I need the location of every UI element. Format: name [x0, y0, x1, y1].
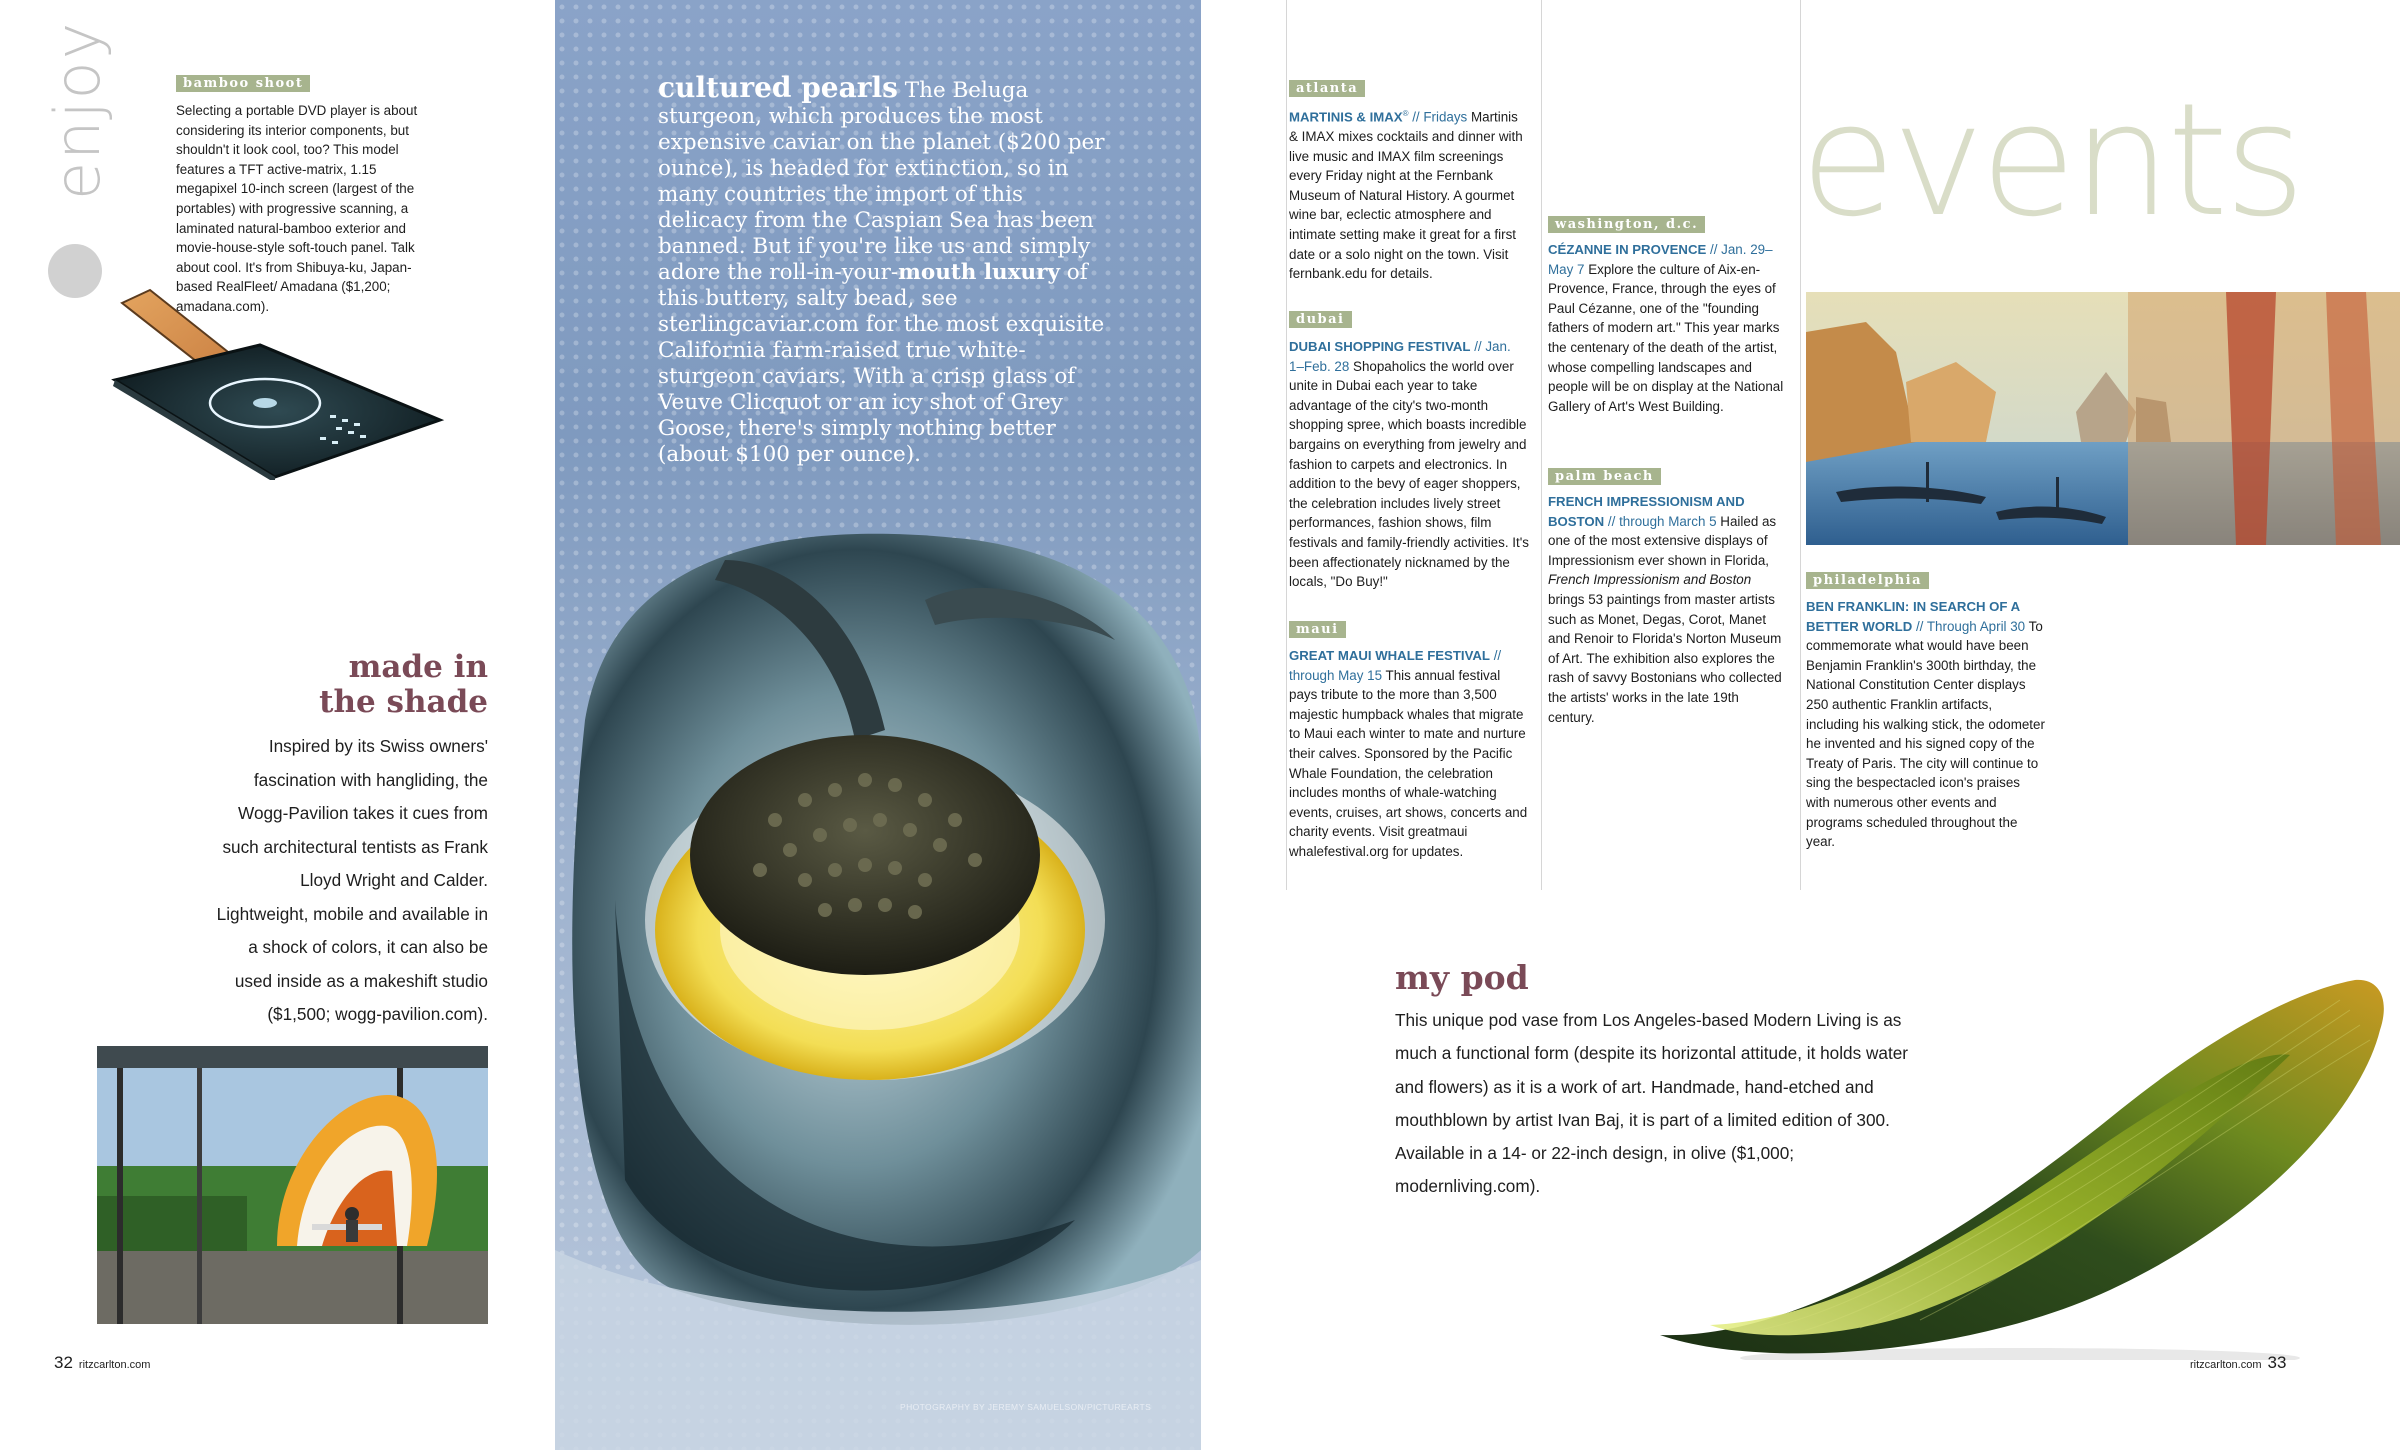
column-rule-1 — [1286, 0, 1287, 890]
maui-event-head: GREAT MAUI WHALE FESTIVAL — [1289, 648, 1490, 663]
atlanta-event-sup: ® — [1402, 109, 1409, 118]
cultured-pearls-emphasis: mouth luxury — [898, 260, 1060, 285]
shade-title-line-1: made in — [348, 649, 488, 685]
page-number-left: 32 — [54, 1353, 73, 1372]
washington-event-head: CÉZANNE IN PROVENCE — [1548, 242, 1707, 257]
cultured-pearls-article — [658, 71, 1116, 468]
palm-beach-event — [1548, 492, 1788, 727]
bamboo-shoot-tag: bamboo shoot — [176, 75, 310, 92]
shade-title-line-2: the shade — [319, 684, 488, 720]
photo-credit: PHOTOGRAPHY BY JEREMY SAMUELSON/PICTUREARTS — [900, 1402, 1152, 1412]
palm-beach-event-head: FRENCH IMPRESSIONISM AND BOSTON — [1548, 494, 1745, 529]
venice-painting-image — [1806, 292, 2400, 545]
section-word-events: events — [1800, 69, 2302, 251]
palm-beach-event-body-b: brings 53 paintings from master artists such as Monet, Degas, Corot, Manet and Renoir to Florida's Norton Museum of Art. The exhibition also explores the rash of savvy Bostonians who collected the artists' works in the late 19th century. — [1548, 591, 1782, 725]
dubai-event-head: DUBAI SHOPPING FESTIVAL — [1289, 339, 1471, 354]
palm-beach-tag: palm beach — [1548, 468, 1661, 485]
section-dot-decoration — [48, 244, 102, 298]
folio-url-right: ritzcarlton.com — [2190, 1359, 2262, 1371]
dubai-event-body: Shopaholics the world over unite in Dubai each year to take advantage of the city's two-month shopping spree, which boasts incredible bargains on everything from jewelry and fashion to carpets and electronics. In addition to the bevy of eager shoppers, the celebration includes lively street performances, fashion shows, film festivals and family-friendly activities. It's been affectionately nicknamed by the locals, "Do Buy!" — [1289, 358, 1529, 590]
column-rule-2 — [1541, 0, 1542, 890]
dubai-tag: dubai — [1289, 311, 1352, 328]
maui-event — [1289, 646, 1529, 862]
washington-event-body: Explore the culture of Aix-en-Provence, France, through the eyes of Paul Cézanne, one of the "founding fathers of modern art." This year marks the centenary of the death of the artist, whose compelling landscapes and people will be on display at the National Gallery of Art's West Building. — [1548, 261, 1784, 414]
palm-beach-event-body-a: Hailed as one of the most extensive displays of Impressionism ever shown in Florida, — [1548, 513, 1777, 568]
dubai-event — [1289, 337, 1529, 592]
washington-event — [1548, 240, 1788, 416]
atlanta-event — [1289, 104, 1529, 284]
washington-tag: washington, d.c. — [1548, 216, 1705, 233]
philadelphia-event-body: To commemorate what would have been Benjamin Franklin's 300th birthday, the National Constitution Center displays 250 authentic Franklin artifacts, including his walking stick, the odometer he invented and his signed copy of the Treaty of Paris. The city will continue to sing the bespectacled icon's praises with numerous other events and programs scheduled throughout the year. — [1806, 618, 2045, 850]
philadelphia-event — [1806, 597, 2046, 852]
atlanta-tag: atlanta — [1289, 80, 1365, 97]
philadelphia-tag: philadelphia — [1806, 572, 1929, 589]
atlanta-event-head: MARTINIS & IMAX — [1289, 109, 1403, 125]
palm-beach-event-exhibit-title: French Impressionism and Boston — [1548, 572, 1752, 588]
atlanta-event-date: // Fridays — [1408, 109, 1468, 125]
my-pod-title: my pod — [1395, 958, 1529, 997]
my-pod-body: This unique pod vase from Los Angeles-based Modern Living is as much a functional form (despite its horizontal attitude, it holds water and flowers) as it is a work of art. Handmade, hand-etched and mouthblown by artist Ivan Baj, it is part of a limited edition of 300. Available in a 14- or 22-inch design, in olive ($1,000; modernliving.com). — [1395, 1010, 1909, 1197]
palm-beach-event-date: // through March 5 — [1604, 513, 1717, 529]
dubai-event-date: // Jan. 1–Feb. 28 — [1289, 339, 1511, 374]
folio-url-left: ritzcarlton.com — [78, 1359, 151, 1371]
atlanta-event-body: Martinis & IMAX mixes cocktails and dinner with live music and IMAX film screenings every Friday night at the Fernbank Museum of Natural History. A gourmet wine bar, eclectic atmosphere and intimate setting make it great for a first date or a solo night on the town. Visit fernbank.edu for details. — [1289, 109, 1523, 282]
philadelphia-event-head: BEN FRANKLIN: IN SEARCH OF A BETTER WORLD — [1806, 599, 2020, 634]
section-word-enjoy: enjoy — [41, 20, 114, 200]
made-in-the-shade-body: Inspired by its Swiss owners' fascination with hangliding, the Wogg-Pavilion takes it cues from such architectural tentists as Frank Lloyd Wright and Calder. Lightweight, mobile and available in a shock of colors, it can also be used inside as a makeshift studio ($1,500; wogg-pavilion.com). — [216, 736, 488, 1024]
cultured-pearls-title: cultured pearls — [658, 71, 898, 104]
folio-left — [54, 1353, 150, 1373]
dvd-player-image — [110, 285, 450, 480]
washington-event-date: // Jan. 29–May 7 — [1548, 242, 1773, 277]
philadelphia-event-date: // Through April 30 — [1912, 618, 2026, 634]
folio-right — [2190, 1353, 2286, 1373]
maui-tag: maui — [1289, 621, 1346, 638]
maui-event-body: This annual festival pays tribute to the more than 3,500 majestic humpback whales that migrate to Maui each winter to mate and nurture their calves. Sponsored by the Pacific Whale Foundation, the celebration includes months of whale-watching events, cruises, art shows, concerts and charity events. Visit greatmaui whalefestival.org for updates. — [1289, 667, 1528, 859]
cultured-pearls-text-a: The Beluga sturgeon, which produces the most expensive caviar on the planet ($200 per ounce), is headed for extinction, so in many countries the import of this delicacy from the Caspian Sea has been banned. But if you're like us and simply adore the roll-in-your- — [658, 78, 1105, 285]
cultured-pearls-text-b: of this buttery, salty bead, see sterlingcaviar.com for the most exquisite California farm-raised true white-sturgeon caviars. With a crisp glass of Veuve Clicquot or an icy shot of Grey Goose, there's simply nothing better (about $100 per ounce). — [658, 260, 1105, 467]
maui-event-date: // through May 15 — [1289, 648, 1502, 683]
made-in-the-shade-title — [270, 650, 488, 720]
bamboo-shoot-body: Selecting a portable DVD player is about considering its interior components, but shouldn't it look cool, too? This model features a TFT active-matrix, 1.15 megapixel 10-inch screen (largest of the portables) with progressive scanning, a laminated natural-bamboo exterior and movie-house-style soft-touch panel. Talk about cool. It's from Shibuya-ku, Japan-based RealFleet/ Amadana ($1,200; amadana.com). — [176, 103, 418, 314]
wogg-pavilion-image — [97, 1046, 488, 1324]
page-number-right: 33 — [2267, 1353, 2287, 1372]
